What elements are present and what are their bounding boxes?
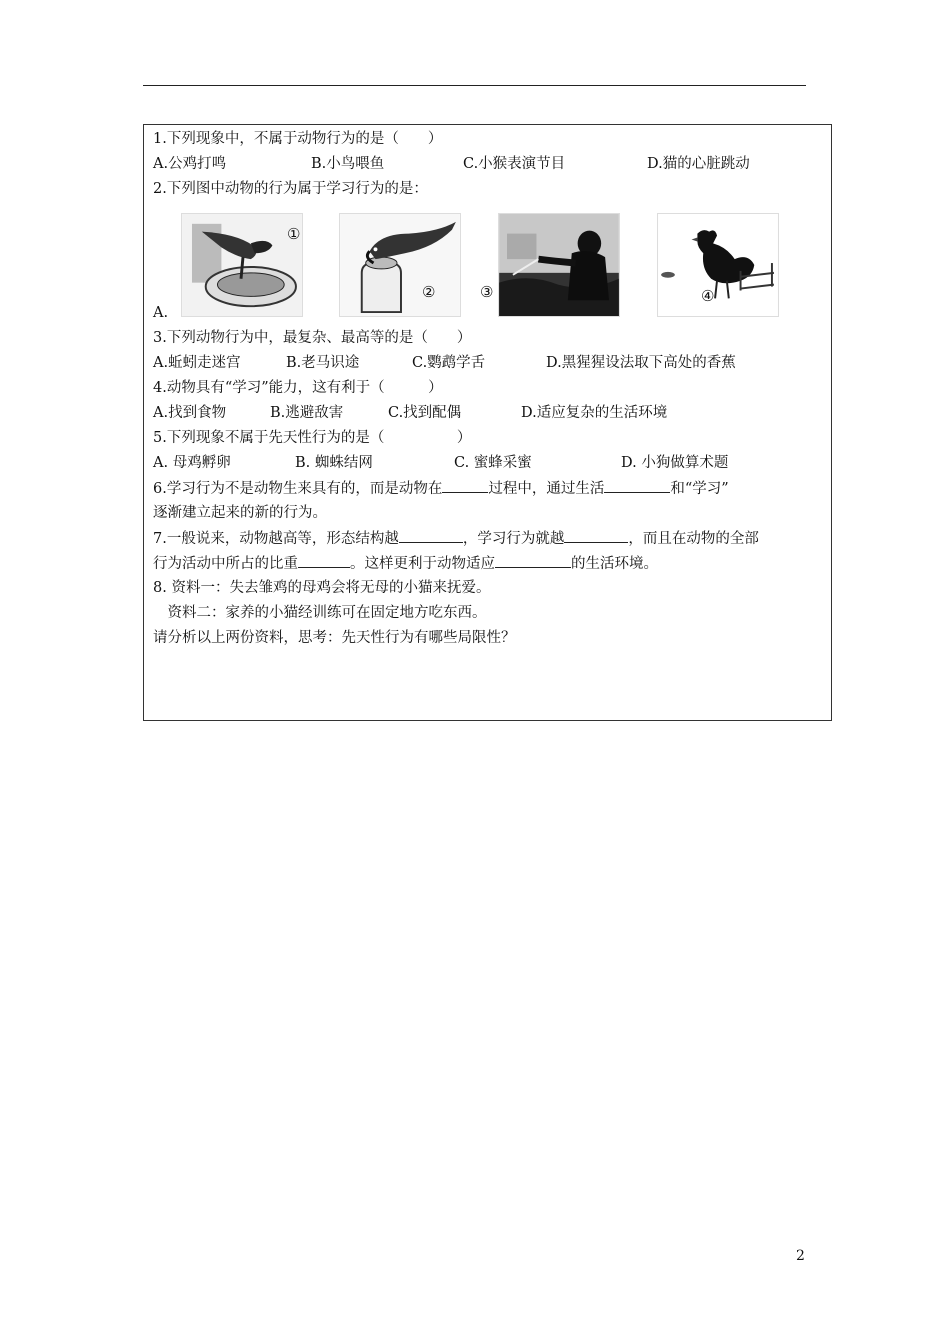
- q5-option-c: C. 蜜蜂采蜜: [454, 455, 532, 471]
- q1-options: [153, 154, 813, 174]
- q7-text-3: ，而且在动物的全部: [628, 531, 759, 547]
- q7-text-5: 。这样更利于动物适应: [350, 556, 495, 572]
- q7-text-1: 7.一般说来，动物越高等，形态结构越: [153, 531, 399, 547]
- rooster-illustration: [658, 214, 778, 316]
- q7-text-4: 行为活动中所占的比重: [153, 556, 298, 572]
- q4-option-a: A.找到食物: [153, 405, 227, 421]
- q7-blank-4[interactable]: [495, 553, 571, 568]
- q7-blank-1[interactable]: [399, 528, 463, 543]
- header-rule: [143, 85, 806, 86]
- q5-option-d: D. 小狗做算术题: [621, 455, 729, 471]
- q1-option-a: A.公鸡打鸣: [153, 156, 227, 172]
- q6-blank-2[interactable]: [604, 478, 670, 493]
- q3-option-a: A.蚯蚓走迷宫: [153, 355, 241, 371]
- q1-option-b: B.小鸟喂鱼: [311, 156, 385, 172]
- q7-text-2: ，学习行为就越: [462, 531, 565, 547]
- q4-option-d: D.适应复杂的生活环境: [521, 405, 668, 421]
- q4-options: [153, 403, 813, 423]
- q6-text-2: 过程中，通过生活: [488, 481, 605, 497]
- q3-stem: 3.下列动物行为中，最复杂、最高等的是（ ）: [153, 330, 472, 346]
- image-mark-2: ②: [422, 283, 436, 301]
- q8-question: 请分析以上两份资料，思考：先天性行为有哪些局限性？: [153, 630, 516, 646]
- question-box: [143, 124, 832, 721]
- q7-blank-2[interactable]: [564, 528, 628, 543]
- q3-option-d: D.黑猩猩设法取下高处的香蕉: [546, 355, 736, 371]
- q6-text-1: 6.学习行为不是动物生来具有的，而是动物在: [153, 481, 443, 497]
- image-bird-drinking: [181, 213, 303, 317]
- q8-material-1: 8. 资料一：失去雏鸡的母鸡会将无母的小猫来抚爱。: [153, 580, 491, 596]
- bird-bottle-illustration: [340, 214, 460, 316]
- q4-stem: 4.动物具有“学习”能力，这有利于（ ）: [153, 380, 443, 396]
- q7-text-6: 的生活环境。: [571, 556, 658, 572]
- image-chimpanzee: [498, 213, 620, 317]
- q3-option-c: C.鹦鹉学舌: [412, 355, 486, 371]
- q1-stem: 1.下列现象中，不属于动物行为的是（ ）: [153, 131, 443, 147]
- chimpanzee-illustration: [499, 214, 619, 316]
- image-mark-1: ①: [287, 225, 301, 243]
- image-rooster: [657, 213, 779, 317]
- q6-line1: [153, 478, 729, 499]
- q1-option-c: C.小猴表演节目: [463, 156, 566, 172]
- image-mark-4: ④: [701, 287, 715, 305]
- bird-drinking-illustration: [182, 214, 302, 316]
- q8-material-2: 资料二：家养的小猫经训练可在固定地方吃东西。: [153, 605, 487, 621]
- q1-option-d: D.猫的心脏跳动: [647, 156, 750, 172]
- q7-blank-3[interactable]: [298, 553, 350, 568]
- q5-option-a: A. 母鸡孵卵: [153, 455, 231, 471]
- q5-stem: 5.下列现象不属于先天性行为的是（ ）: [153, 430, 472, 446]
- q7-line1: [153, 528, 759, 549]
- q2-option-a-label: A.: [153, 305, 169, 321]
- page-number: 2: [796, 1248, 805, 1264]
- q6-blank-1[interactable]: [442, 478, 488, 493]
- image-bird-bottle: [339, 213, 461, 317]
- q3-options: [153, 353, 813, 373]
- q6-text-3: 和“学习”: [670, 481, 729, 497]
- q6-line2: 逐渐建立起来的新的行为。: [153, 505, 327, 521]
- q2-stem: 2.下列图中动物的行为属于学习行为的是：: [153, 181, 428, 197]
- q5-option-b: B. 蜘蛛结网: [295, 455, 373, 471]
- q4-option-b: B.逃避敌害: [270, 405, 344, 421]
- q4-option-c: C.找到配偶: [388, 405, 462, 421]
- q7-line2: [153, 553, 658, 574]
- image-mark-3: ③: [480, 283, 494, 301]
- q3-option-b: B.老马识途: [286, 355, 360, 371]
- q5-options: [153, 453, 813, 473]
